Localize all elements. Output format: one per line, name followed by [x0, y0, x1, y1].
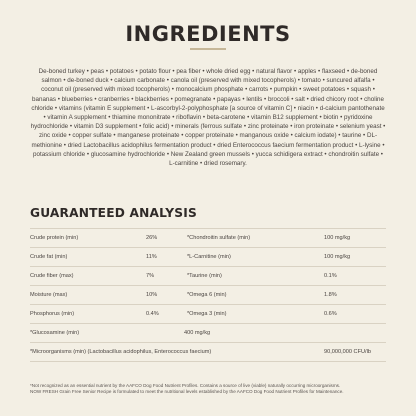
nutrient-value: 11% [146, 254, 157, 260]
nutrient-name: Crude protein (min) [30, 235, 79, 241]
nutrient-name: *Omega 3 (min) [187, 311, 227, 317]
nutrient-name: Moisture (max) [30, 292, 68, 298]
table-row [30, 228, 386, 247]
ingredients-title: INGREDIENTS [125, 22, 291, 46]
nutrient-value: 90,000,000 CFU/lb [324, 349, 371, 355]
footnote-line: NOW FRESH Grain Free Senior Recipe is formulated to meet the nutritional levels established by the AAFCO Dog Food Nutrient Profiles for Maintenance. [30, 389, 344, 395]
analysis-footnote [30, 383, 388, 395]
table-row-glucosamine [30, 323, 386, 342]
nutrient-name: *Microorganisms (min) (Lactobacillus acidophilus, Enterococcus faecium) [30, 349, 212, 355]
footnote-line: *Not recognized as an essential nutrient by the AAFCO Dog Food Nutrient Profiles. Contains a source of live (viable) naturally occurring microorganisms. [30, 383, 341, 388]
nutrient-value: 10% [146, 292, 158, 298]
nutrient-value: 400 mg/kg [184, 330, 211, 336]
nutrient-name: Crude fat (min) [30, 254, 68, 260]
nutrient-value: 0.4% [146, 311, 159, 317]
nutrient-name: Phosphorus (min) [30, 311, 75, 317]
nutrient-name: *L-Carnitine (min) [187, 254, 231, 260]
table-row [30, 304, 386, 323]
title-underline [190, 48, 226, 50]
nutrient-name: *Chondroitin sulfate (min) [187, 235, 251, 241]
nutrient-value: 7% [146, 273, 155, 279]
table-row-microorganisms [30, 342, 386, 362]
table-row [30, 285, 386, 304]
guaranteed-analysis-title: GUARANTEED ANALYSIS [30, 206, 197, 220]
table-row [30, 247, 386, 266]
nutrient-name: *Glucosamine (min) [30, 330, 80, 336]
nutrient-value: 0.6% [324, 311, 337, 317]
nutrient-value: 1.8% [324, 292, 337, 298]
nutrient-name: *Taurine (min) [187, 273, 222, 279]
nutrient-name: *Omega 6 (min) [187, 292, 227, 298]
table-row [30, 266, 386, 285]
ingredients-list: De-boned turkey • peas • potatoes • potato flour • pea fiber • whole dried egg • natural flavor • apples • flaxseed • de-boned salmon • de-boned duck • calcium carbonate • canola oil (preserved with mixed tocopherols) • tomato • suncured alfalfa • coconut oil (preserved with mixed tocopherols) • monocalcium phosphate • carrots • pumpkin • sweet potatoes • squash • bananas • blueberries • cranberries • blackberries • pomegranate • papayas • lentils • broccoli • salt • dried chicory root • choline chloride • vitamins (vitamin E supplement • L-ascorbyl-2-polyphosphate [a source of vitamin C] • niacin • d-calcium pantothenate • vitamin A supplement • thiamine mononitrate • riboflavin • beta-carotene • vitamin B12 supplement • biotin • pyridoxine hydrochloride • vitamin D3 supplement • folic acid) • minerals (ferrous sulfate • zinc proteinate • iron proteinate • selenium yeast • zinc oxide • copper sulfate • manganese proteinate • copper proteinate • manganous oxide • calcium iodate) • taurine • DL-methionine • dried Lactobacillus acidophilus fermentation product • dried Enterococcus faecium fermentation product • L-lysine • potassium chloride • glucosamine hydrochloride • New Zealand green mussels • yucca schidigera extract • chondroitin sulfate • L-carnitine • dried rosemary. [30, 68, 386, 168]
nutrient-value: 100 mg/kg [324, 254, 351, 260]
nutrient-name: Crude fiber (max) [30, 273, 74, 279]
nutrient-value: 26% [146, 235, 158, 241]
nutrient-value: 100 mg/kg [324, 235, 351, 241]
guaranteed-analysis-table [30, 228, 386, 362]
nutrient-value: 0.1% [324, 273, 337, 279]
